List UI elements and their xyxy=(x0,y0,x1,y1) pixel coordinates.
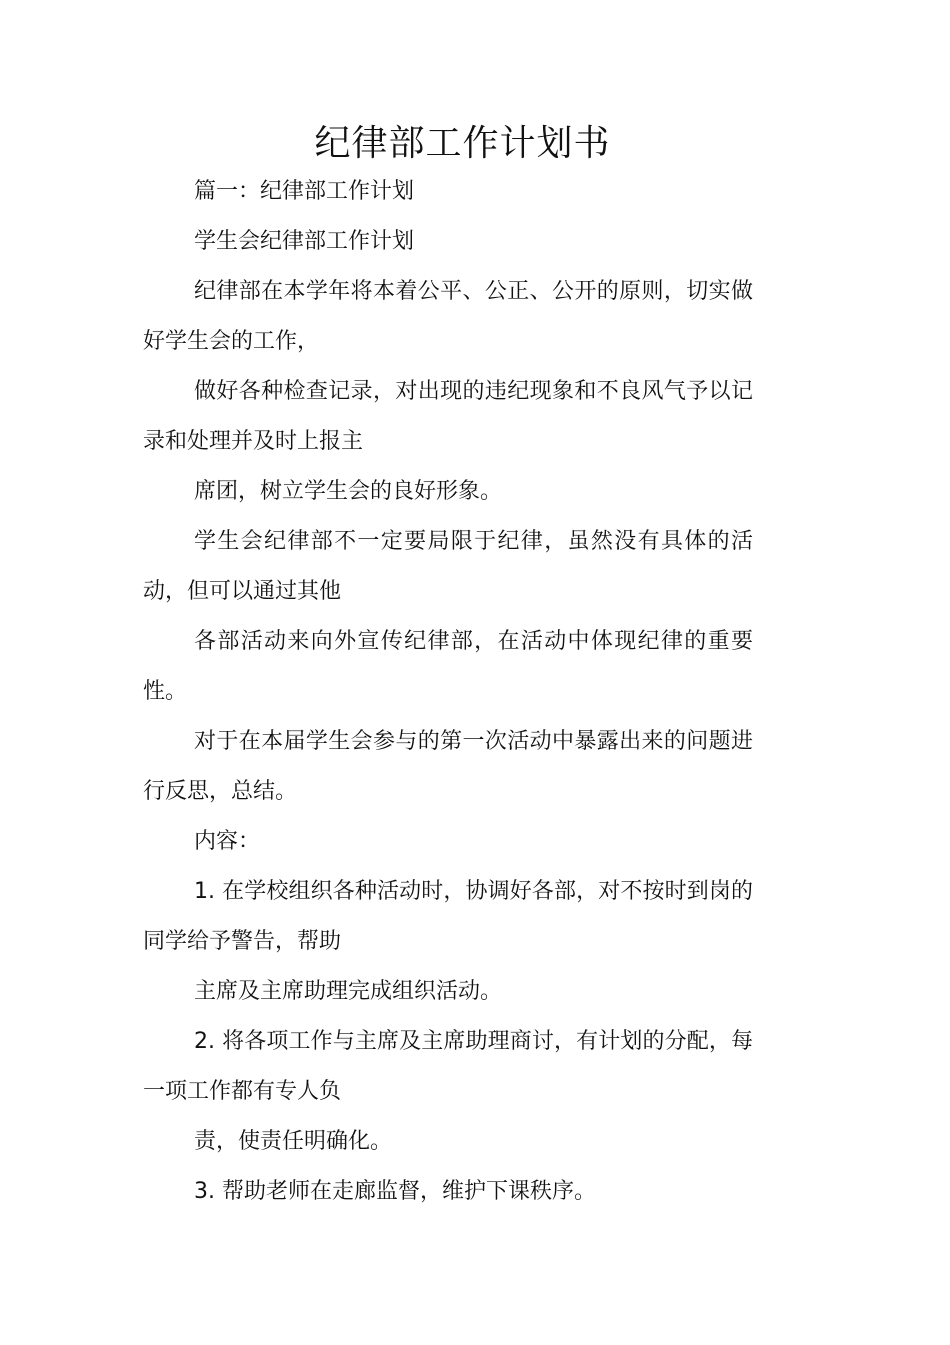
paragraph-promotion: 各部活动来向外宣传纪律部，在活动中体现纪律的重要性。 xyxy=(143,629,753,704)
paragraph-item-1: 1. 在学校组织各种活动时，协调好各部，对不按时到岗的同学给予警告，帮助 xyxy=(143,879,753,954)
paragraph-section-heading: 篇一：纪律部工作计划 xyxy=(194,179,415,204)
document-body xyxy=(143,167,753,1217)
paragraph-records: 做好各种检查记录，对出现的违纪现象和不良风气予以记录和处理并及时上报主 xyxy=(143,379,753,454)
paragraph-content-heading: 内容： xyxy=(194,829,261,854)
document-title: 纪律部工作计划书 xyxy=(314,123,611,164)
paragraph-reflection: 对于在本届学生会参与的第一次活动中暴露出来的问题进行反思，总结。 xyxy=(143,729,753,804)
paragraph-item-1-cont: 主席及主席助理完成组织活动。 xyxy=(194,979,503,1004)
paragraph-scope: 学生会纪律部不一定要局限于纪律，虽然没有具体的活动，但可以通过其他 xyxy=(143,529,753,604)
paragraph-item-3: 3. 帮助老师在走廊监督，维护下课秩序。 xyxy=(194,1179,596,1204)
paragraph-item-2-cont: 责，使责任明确化。 xyxy=(194,1129,393,1154)
paragraph-subtitle: 学生会纪律部工作计划 xyxy=(194,229,415,254)
paragraph-image: 席团，树立学生会的良好形象。 xyxy=(194,479,503,504)
paragraph-item-2: 2. 将各项工作与主席及主席助理商讨，有计划的分配，每一项工作都有专人负 xyxy=(143,1029,753,1104)
paragraph-principle: 纪律部在本学年将本着公平、公正、公开的原则，切实做好学生会的工作， xyxy=(143,279,753,354)
